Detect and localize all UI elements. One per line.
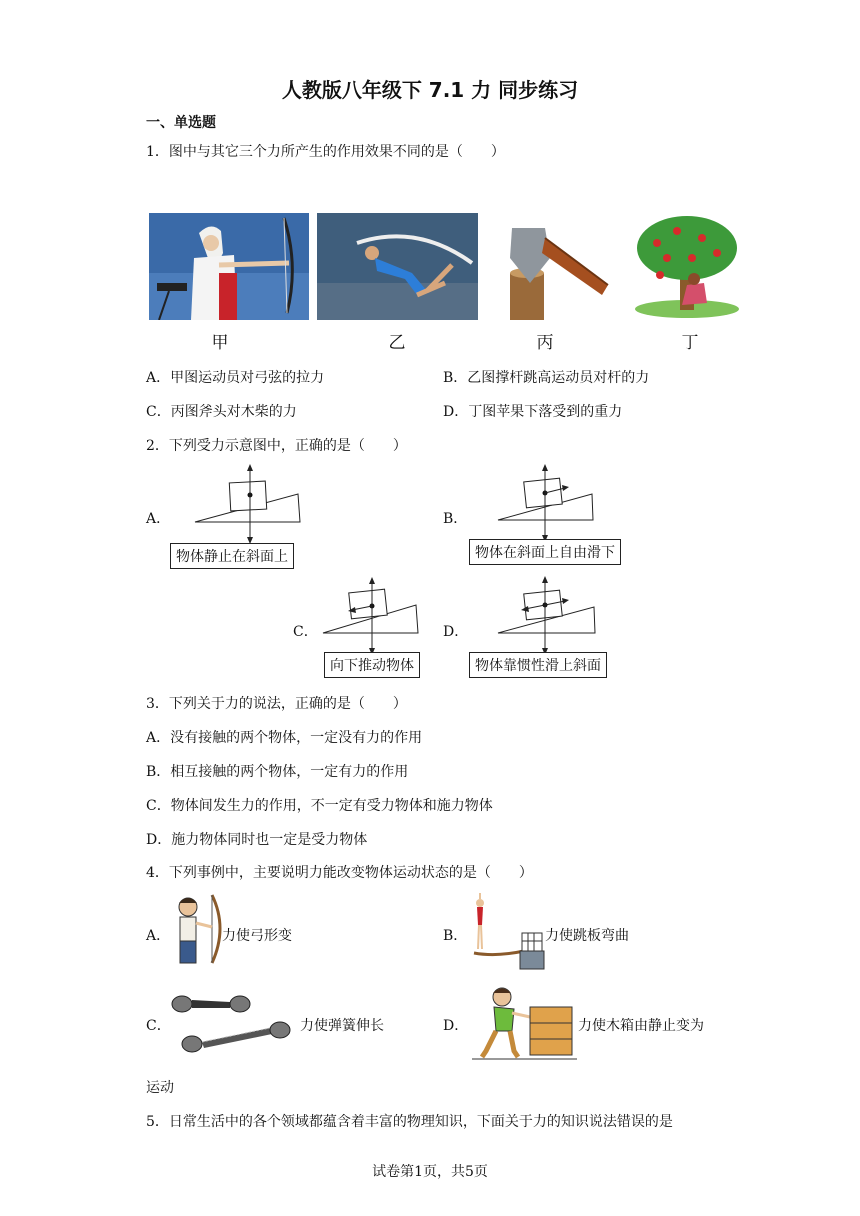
caption-ding: 丁 [681,333,699,353]
q2-option-c-letter: C． [293,624,318,640]
q3-option-c: C．物体间发生力的作用，不一定有受力物体和施力物体 [146,798,493,814]
page-footer: 试卷第1页，共5页 [372,1164,488,1180]
q2-option-d-letter: D． [443,624,469,640]
q2-diagram-c [318,575,423,655]
q2-diagram-b [495,462,600,542]
section-heading: 一、单选题 [146,115,216,131]
q3-option-d: D．施力物体同时也一定是受力物体 [146,832,368,848]
q4-text-a: 力使弓形变 [222,928,292,944]
q4-option-a-letter: A． [146,928,171,944]
q2-diagram-a [190,462,310,544]
q5-stem: 5．日常生活中的各个领域都蕴含着丰富的物理知识，下面关于力的知识说法错误的是 [146,1114,673,1130]
pole-vault-image [317,213,478,320]
caption-bing: 丙 [536,333,554,353]
q2-option-b-letter: B． [443,511,468,527]
q4-text-d: 力使木箱由静止变为 [578,1018,704,1034]
q2-label-c: 向下推动物体 [324,652,420,678]
q1-option-b: B．乙图撑杆跳高运动员对杆的力 [443,370,650,386]
q3-stem: 3．下列关于力的说法，正确的是（ ） [146,696,407,712]
q4-text-c: 力使弹簧伸长 [300,1018,384,1034]
apple-tree-image [632,213,742,320]
q1-stem: 1．图中与其它三个力所产生的作用效果不同的是（ ） [146,144,505,160]
q2-diagram-d [495,575,600,655]
q3-option-b: B．相互接触的两个物体，一定有力的作用 [146,764,409,780]
caption-jia: 甲 [211,333,229,353]
q3-option-a: A．没有接触的两个物体，一定没有力的作用 [146,730,423,746]
diving-board-image [466,893,546,973]
q4-option-c-letter: C． [146,1018,171,1034]
q1-option-a: A．甲图运动员对弓弦的拉力 [146,370,325,386]
archer-image [149,213,309,320]
q4-option-d-letter: D． [443,1018,469,1034]
q2-label-a: 物体静止在斜面上 [170,543,294,569]
q2-label-d: 物体靠惯性滑上斜面 [469,652,607,678]
archer-boy-image [168,893,223,973]
q2-stem: 2．下列受力示意图中，正确的是（ ） [146,438,407,454]
q1-option-c: C．丙图斧头对木柴的力 [146,404,297,420]
push-box-image [472,985,577,1063]
q4-option-b-letter: B． [443,928,468,944]
q4-text-d-continued: 运动 [146,1080,174,1096]
axe-image [490,213,610,320]
spring-stretch-image [170,992,300,1060]
caption-yi: 乙 [388,333,406,353]
q1-option-d: D．丁图苹果下落受到的重力 [443,404,623,420]
q2-label-b: 物体在斜面上自由滑下 [469,539,621,565]
q4-stem: 4．下列事例中，主要说明力能改变物体运动状态的是（ ） [146,865,533,881]
q4-text-b: 力使跳板弯曲 [545,928,629,944]
page-title: 人教版八年级下 7.1 力 同步练习 [281,78,579,102]
q2-option-a-letter: A． [146,511,171,527]
